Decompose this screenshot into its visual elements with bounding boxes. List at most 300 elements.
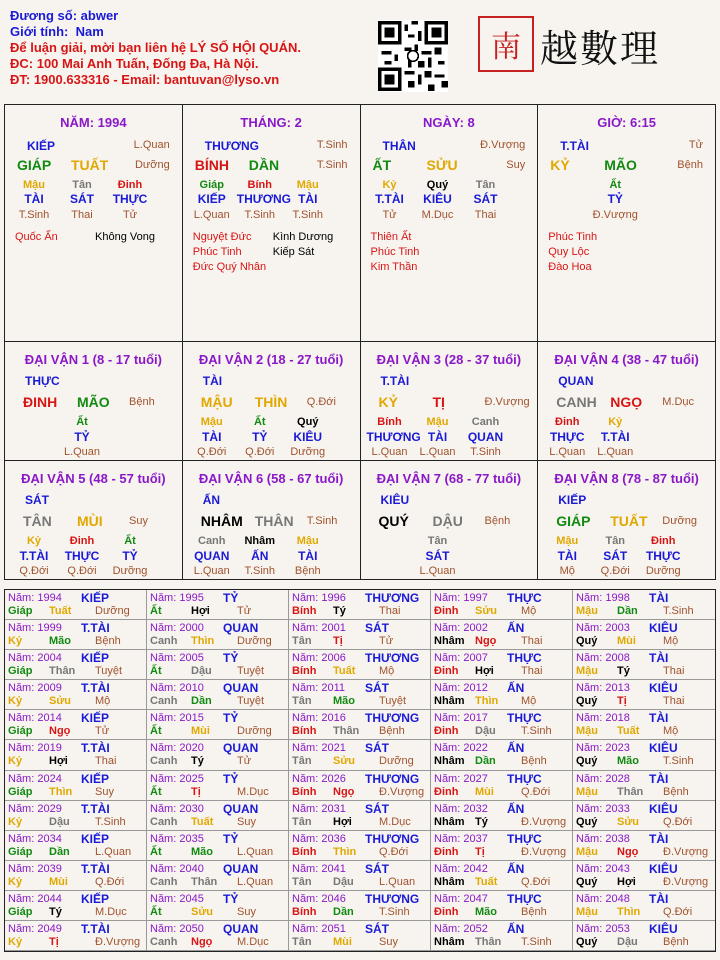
year-can: Kỷ	[8, 815, 23, 828]
hidden-thap-than: THỰC	[64, 549, 100, 563]
year-thap-than: TỶ	[223, 591, 239, 605]
year-phase: Dưỡng	[95, 605, 130, 617]
hidden-can: Mậu	[556, 535, 579, 547]
year-thap-than: QUAN	[223, 861, 259, 876]
dai-van-title: ĐẠI VẬN 4 (38 - 47 tuổi)	[554, 352, 699, 367]
year-thap-than: THƯƠNG	[365, 651, 420, 666]
year-cell	[573, 620, 715, 650]
year-cell	[289, 590, 431, 620]
year-chi: Dậu	[333, 875, 354, 888]
calligraphy-logo: 越數理	[540, 27, 661, 71]
year-chi: Mão	[617, 755, 639, 768]
year-phase: Đ.Vượng	[663, 875, 709, 888]
year-can: Giáp	[8, 905, 33, 918]
pillar-can: BÍNH	[194, 157, 229, 173]
year-cell	[147, 680, 289, 710]
hidden-thap-than: TỶ	[122, 549, 138, 563]
hidden-thap-than: KIẾP	[197, 192, 226, 206]
year-label: Năm: 2007	[434, 652, 488, 665]
hidden-thap-than: TÀI	[24, 192, 44, 206]
year-phase: Bệnh	[379, 725, 405, 738]
year-can: Kỷ	[8, 935, 23, 948]
year-can: Canh	[150, 635, 178, 648]
hidden-thap-than: THỰC	[645, 549, 681, 563]
hidden-thap-than: KIÊU	[293, 430, 323, 444]
year-phase: Bệnh	[663, 935, 689, 948]
year-thap-than: SÁT	[365, 801, 389, 816]
dai-van-phase: Bệnh	[484, 515, 511, 527]
year-can: Ất	[150, 665, 162, 678]
year-can: Ất	[150, 605, 162, 617]
year-phase: Đ.Vượng	[95, 935, 141, 948]
year-chi: Ngọ	[191, 935, 213, 948]
year-label: Năm: 2027	[434, 772, 488, 785]
year-label: Năm: 2013	[576, 682, 630, 695]
dai-van-can: MẬU	[200, 394, 233, 410]
year-can: Giáp	[8, 605, 33, 617]
hidden-phase: L.Quan	[193, 209, 230, 221]
year-label: Năm: 2005	[150, 652, 204, 665]
year-chi: Mùi	[333, 935, 352, 948]
hidden-phase: M.Dục	[421, 209, 454, 221]
pillar-truong-sinh: Tử	[688, 139, 703, 151]
year-phase: M.Dục	[237, 785, 269, 798]
pillar-truong-sinh: Đ.Vượng	[480, 139, 526, 151]
pillar-chi: DẦN	[248, 157, 280, 173]
year-thap-than: KIÊU	[649, 621, 678, 636]
year-phase: Mộ	[521, 695, 537, 708]
year-can: Nhâm	[434, 695, 465, 708]
pillar-chi: SỬU	[426, 157, 458, 173]
year-can: Giáp	[8, 665, 33, 678]
star-item: Đào Hoa	[548, 261, 592, 273]
year-can: Ất	[150, 785, 162, 798]
header-info	[10, 8, 360, 88]
year-cell	[5, 590, 147, 620]
year-cell	[289, 680, 431, 710]
year-chi: Hợi	[191, 605, 210, 617]
dai-van-7	[361, 461, 539, 580]
star-item: Kiếp Sát	[272, 246, 315, 258]
year-can: Mậu	[576, 785, 598, 798]
year-thap-than: SÁT	[365, 921, 389, 936]
hidden-can: Đinh	[651, 535, 676, 547]
year-thap-than: T.TÀI	[81, 681, 110, 696]
dai-van-chi: TỊ	[432, 394, 445, 410]
pillar-phase: Suy	[506, 159, 526, 171]
year-thap-than: THƯƠNG	[365, 831, 420, 846]
year-can: Nhâm	[434, 755, 465, 768]
year-can: Tân	[292, 815, 312, 828]
pillar-chi: TUẤT	[71, 157, 109, 173]
year-phase: Q.Đới	[521, 785, 551, 798]
star-item: Đức Quý Nhân	[192, 261, 267, 273]
year-can: Mậu	[576, 905, 598, 918]
year-thap-than: KIẾP	[81, 891, 110, 906]
contact-line-2: ĐC: 100 Mai Anh Tuấn, Đống Đa, Hà Nội.	[10, 56, 259, 71]
hidden-can: Mậu	[426, 416, 449, 428]
year-chi: Tị	[49, 935, 59, 948]
year-label: Năm: 2002	[434, 622, 488, 635]
year-cell	[431, 740, 573, 770]
hidden-phase: Đ.Vượng	[592, 209, 638, 221]
year-label: Năm: 1994	[8, 592, 62, 604]
year-cell	[147, 710, 289, 740]
year-chi: Ngọ	[333, 785, 355, 798]
year-thap-than: KIẾP	[81, 831, 110, 846]
year-label: Năm: 2024	[8, 772, 62, 785]
year-chi: Tý	[49, 905, 62, 918]
year-label: Năm: 2043	[576, 862, 630, 875]
year-cell	[147, 831, 289, 861]
hidden-can: Kỷ	[608, 416, 623, 428]
year-can: Canh	[150, 755, 178, 768]
year-phase: T.Sinh	[521, 935, 552, 948]
year-can: Ất	[150, 905, 162, 918]
dai-van-title: ĐẠI VẬN 6 (58 - 67 tuổi)	[198, 471, 344, 486]
hidden-thap-than: THƯƠNG	[236, 192, 291, 206]
year-label: Năm: 2011	[292, 682, 345, 695]
year-thap-than: KIẾP	[81, 591, 110, 605]
year-thap-than: KIÊU	[649, 741, 678, 756]
hidden-can: Canh	[198, 535, 226, 547]
year-thap-than: T.TÀI	[81, 801, 110, 816]
duong-so-value: abwer	[80, 8, 119, 23]
year-chi: Mùi	[49, 875, 68, 888]
pillar-1	[183, 105, 361, 341]
year-cell	[431, 921, 573, 951]
hidden-phase: Q.Đới	[245, 446, 275, 458]
pillar-can: KỶ	[550, 157, 570, 173]
dai-van-chi: THÌN	[254, 394, 288, 410]
year-cell	[289, 710, 431, 740]
hidden-phase: T.Sinh	[18, 209, 50, 221]
year-label: Năm: 2033	[576, 802, 630, 815]
dai-van-6	[183, 461, 361, 580]
hidden-can: Bính	[377, 416, 402, 428]
dai-van-thap-than: ẤN	[202, 493, 221, 507]
year-thap-than: QUAN	[223, 741, 259, 756]
year-can: Bính	[292, 725, 317, 738]
year-cell	[573, 861, 715, 891]
pillar-phase: T.Sinh	[316, 159, 348, 171]
year-thap-than: ẤN	[507, 861, 525, 876]
year-phase: Tuyệt	[379, 695, 407, 708]
year-thap-than: TÀI	[649, 591, 669, 605]
hidden-phase: Tử	[382, 209, 397, 221]
year-thap-than: SÁT	[365, 861, 389, 876]
year-chi: Dậu	[49, 815, 70, 828]
hidden-thap-than: THỰC	[549, 430, 585, 444]
dai-van-can: QUÝ	[378, 513, 409, 529]
year-chi: Mão	[191, 845, 213, 858]
pillar-thap-than: THƯƠNG	[204, 139, 259, 153]
year-chi: Thìn	[617, 905, 641, 918]
year-label: Năm: 2035	[150, 832, 204, 845]
dai-van-thap-than: KIẾP	[558, 493, 587, 507]
year-thap-than: ẤN	[507, 741, 525, 756]
year-thap-than: TÀI	[649, 771, 669, 786]
dai-van-title: ĐẠI VẬN 7 (68 - 77 tuổi)	[376, 471, 522, 486]
year-can: Nhâm	[434, 635, 465, 648]
hidden-can: Quý	[426, 179, 449, 191]
year-can: Đinh	[434, 605, 459, 617]
year-label: Năm: 2029	[8, 802, 62, 815]
year-chi: Thân	[333, 725, 360, 738]
year-thap-than: TÀI	[649, 651, 669, 666]
year-cell	[5, 801, 147, 831]
dai-van-phase: M.Dục	[662, 396, 695, 408]
dai-van-4	[538, 342, 715, 460]
year-can: Nhâm	[434, 815, 465, 828]
hidden-can: Tân	[605, 535, 626, 547]
dai-van-can: ĐINH	[23, 394, 58, 410]
dai-van-chi: NGỌ	[610, 394, 643, 410]
year-cell	[573, 771, 715, 801]
year-label: Năm: 2004	[8, 652, 62, 665]
year-can: Quý	[576, 635, 598, 648]
year-thap-than: ẤN	[507, 681, 525, 696]
year-phase: Mộ	[521, 605, 537, 617]
year-chi: Dần	[617, 605, 638, 617]
year-chi: Thìn	[49, 785, 73, 798]
year-chi: Sửu	[49, 695, 72, 708]
year-label: Năm: 2040	[150, 862, 204, 875]
year-can: Bính	[292, 905, 317, 918]
year-label: Năm: 2023	[576, 742, 630, 755]
hidden-can: Mậu	[200, 416, 223, 428]
year-chi: Tuất	[617, 725, 640, 738]
year-label: Năm: 2021	[292, 742, 346, 755]
year-thap-than: KIẾP	[81, 771, 110, 786]
year-chi: Hợi	[333, 815, 352, 828]
hidden-can: Tân	[475, 179, 496, 191]
hidden-phase: T.Sinh	[292, 209, 324, 221]
hidden-thap-than: QUAN	[194, 549, 230, 563]
year-phase: Mộ	[95, 695, 111, 708]
year-phase: Thai	[95, 755, 117, 768]
dai-van-title: ĐẠI VẬN 5 (48 - 57 tuổi)	[21, 471, 166, 486]
year-cell	[573, 710, 715, 740]
pillar-can: GIÁP	[17, 157, 52, 173]
contact-line-1: Để luận giải, mời bạn liên hệ LÝ SỐ HỘI QUÁN.	[10, 40, 301, 55]
year-label: Năm: 2053	[576, 922, 630, 935]
star-item: Phúc Tinh	[370, 246, 420, 258]
dai-van-phase: T.Sinh	[306, 515, 338, 527]
year-cell	[5, 620, 147, 650]
dai-van-thap-than: SÁT	[25, 493, 49, 507]
year-phase: M.Dục	[237, 935, 269, 948]
star-item: Kình Dương	[272, 231, 334, 243]
hidden-thap-than: QUAN	[467, 430, 504, 444]
dai-van-thap-than: THỰC	[25, 374, 60, 388]
year-label: Năm: 2038	[576, 832, 630, 845]
year-can: Giáp	[8, 845, 33, 858]
year-label: Năm: 1995	[150, 592, 204, 604]
year-chi: Hợi	[617, 875, 636, 888]
dai-van-can: GIÁP	[556, 513, 591, 529]
year-cell	[431, 620, 573, 650]
hidden-thap-than: TỶ	[252, 430, 268, 444]
year-cell	[573, 590, 715, 620]
dai-van-title: ĐẠI VẬN 1 (8 - 17 tuổi)	[24, 352, 162, 367]
hidden-thap-than: TÀI	[427, 430, 448, 444]
dai-van-8	[538, 461, 715, 580]
dai-van-can: TÂN	[23, 513, 52, 529]
year-chi: Thân	[191, 875, 218, 888]
year-label: Năm: 2028	[576, 772, 630, 785]
year-thap-than: QUAN	[223, 801, 259, 816]
year-chi: Thân	[475, 935, 502, 948]
year-label: Năm: 2009	[8, 682, 62, 695]
hidden-phase: Dưỡng	[645, 565, 681, 577]
year-label: Năm: 2046	[292, 892, 346, 905]
dai-van-title: ĐẠI VẬN 3 (28 - 37 tuổi)	[376, 352, 522, 367]
year-can: Đinh	[434, 725, 459, 738]
year-label: Năm: 2008	[576, 652, 630, 665]
year-chi: Thìn	[333, 845, 357, 858]
dai-van-1	[5, 342, 183, 460]
year-thap-than: TỶ	[223, 771, 239, 786]
year-cell	[5, 650, 147, 680]
year-can: Kỷ	[8, 635, 23, 648]
year-chi: Tý	[333, 605, 346, 617]
year-thap-than: THỰC	[507, 651, 542, 666]
dai-van-phase: Q.Đới	[306, 396, 336, 408]
year-phase: Đ.Vượng	[521, 815, 567, 828]
year-cell	[573, 801, 715, 831]
pillar-0	[5, 105, 183, 341]
year-cell	[431, 861, 573, 891]
year-cell	[5, 831, 147, 861]
annual-years-grid	[4, 589, 716, 952]
year-label: Năm: 2052	[434, 922, 488, 935]
hidden-thap-than: ẤN	[251, 549, 269, 563]
pillar-3	[538, 105, 715, 341]
year-label: Năm: 2030	[150, 802, 204, 815]
four-pillars-table	[4, 104, 716, 342]
hidden-can: Mậu	[296, 535, 319, 547]
hidden-can: Quý	[297, 416, 319, 428]
year-cell	[147, 620, 289, 650]
year-cell	[289, 740, 431, 770]
year-thap-than: KIÊU	[649, 681, 678, 696]
year-thap-than: THỰC	[507, 711, 542, 726]
year-cell	[147, 590, 289, 620]
year-label: Năm: 2016	[292, 712, 346, 725]
year-chi: Tuất	[49, 605, 72, 617]
year-cell	[147, 861, 289, 891]
year-thap-than: KIÊU	[649, 921, 678, 936]
hidden-can: Ất	[124, 535, 136, 547]
year-can: Giáp	[8, 725, 33, 738]
hidden-phase: Dưỡng	[112, 565, 148, 577]
year-phase: Bệnh	[521, 905, 547, 918]
dai-van-title: ĐẠI VẬN 8 (78 - 87 tuổi)	[554, 471, 699, 486]
year-phase: Đ.Vượng	[379, 785, 425, 798]
year-can: Bính	[292, 845, 317, 858]
year-thap-than: TÀI	[649, 711, 669, 726]
year-phase: Tuyệt	[95, 665, 123, 678]
hidden-phase: L.Quan	[549, 446, 586, 458]
hidden-phase: L.Quan	[63, 446, 101, 458]
year-thap-than: T.TÀI	[81, 621, 110, 636]
star-item: Không Vong	[95, 231, 155, 243]
hidden-phase: Q.Đới	[197, 446, 227, 458]
year-phase: Dưỡng	[237, 725, 272, 738]
hidden-phase: T.Sinh	[244, 565, 276, 577]
year-label: Năm: 2050	[150, 922, 204, 935]
pillar-phase: Dưỡng	[134, 159, 170, 171]
hidden-can: Đinh	[69, 535, 95, 547]
year-can: Kỷ	[8, 695, 23, 708]
year-phase: Tử	[237, 605, 252, 617]
year-can: Ất	[150, 725, 162, 738]
year-cell	[431, 891, 573, 921]
year-can: Bính	[292, 785, 317, 798]
year-cell	[431, 590, 573, 620]
hidden-thap-than: SÁT	[425, 549, 450, 563]
hidden-thap-than: T.TÀI	[375, 192, 404, 206]
year-cell	[147, 921, 289, 951]
hidden-thap-than: KIÊU	[423, 192, 452, 206]
year-label: Năm: 2041	[292, 862, 346, 875]
year-can: Kỷ	[8, 755, 23, 768]
year-phase: Q.Đới	[521, 875, 551, 888]
dai-van-thap-than: T.TÀI	[380, 374, 410, 388]
year-can: Tân	[292, 695, 312, 708]
year-phase: Suy	[379, 935, 398, 948]
year-label: Năm: 2012	[434, 682, 488, 695]
dai-van-phase: Bệnh	[129, 396, 155, 408]
year-chi: Ngọ	[617, 845, 639, 858]
year-phase: L.Quan	[237, 875, 274, 888]
pillar-thap-than: THÂN	[382, 139, 416, 153]
year-can: Quý	[576, 935, 598, 948]
year-label: Năm: 1998	[576, 592, 630, 604]
year-cell	[289, 801, 431, 831]
year-thap-than: KIẾP	[81, 651, 110, 666]
dai-van-table	[4, 342, 716, 580]
dai-van-phase: Suy	[129, 515, 148, 527]
year-label: Năm: 2006	[292, 652, 346, 665]
year-can: Canh	[150, 815, 178, 828]
hidden-phase: T.Sinh	[470, 446, 501, 458]
year-phase: T.Sinh	[379, 905, 410, 918]
year-cell	[431, 710, 573, 740]
year-chi: Dần	[333, 905, 354, 918]
year-can: Tân	[292, 755, 312, 768]
year-cell	[289, 921, 431, 951]
year-chi: Tị	[617, 695, 627, 708]
year-cell	[147, 891, 289, 921]
hidden-phase: Thai	[71, 209, 93, 221]
year-chi: Mùi	[475, 785, 494, 798]
year-phase: Thai	[521, 665, 543, 678]
year-label: Năm: 2014	[8, 712, 62, 725]
hidden-thap-than: TÀI	[557, 549, 577, 563]
year-phase: M.Dục	[95, 905, 127, 918]
year-chi: Thìn	[475, 695, 499, 708]
pillar-can: ẤT	[372, 157, 392, 173]
year-chi: Sửu	[475, 605, 498, 617]
dai-van-chi: MÙI	[77, 513, 103, 529]
year-thap-than: TÀI	[649, 891, 669, 906]
year-phase: T.Sinh	[95, 815, 126, 828]
hidden-phase: Tử	[122, 209, 138, 221]
hidden-thap-than: TÀI	[202, 430, 222, 444]
year-cell	[5, 680, 147, 710]
